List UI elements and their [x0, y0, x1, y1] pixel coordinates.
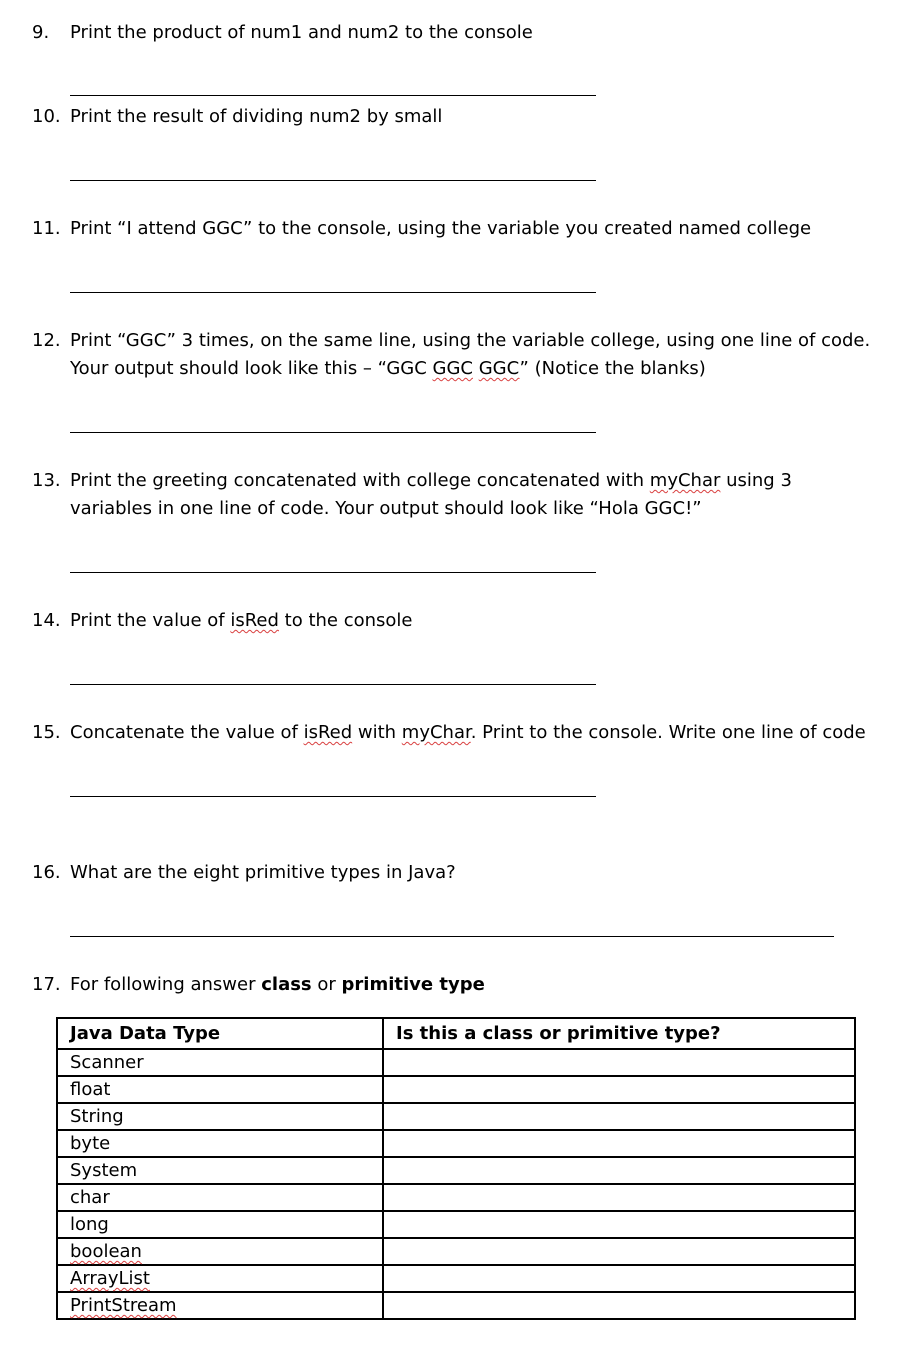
question-text: or	[311, 974, 342, 995]
question-12	[32, 327, 870, 383]
bold-term: class	[261, 974, 312, 995]
question-text: with	[352, 722, 402, 743]
answer-cell[interactable]	[383, 1238, 855, 1265]
type-cell: long	[57, 1211, 383, 1238]
spellcheck-word: PrintStream	[70, 1295, 177, 1316]
type-cell: char	[57, 1184, 383, 1211]
question-text: Print the product of num1 and num2 to the console	[70, 22, 533, 43]
type-cell: float	[57, 1076, 383, 1103]
question-14	[32, 607, 413, 635]
answer-cell[interactable]	[383, 1265, 855, 1292]
answer-line-10[interactable]	[70, 180, 596, 181]
question-text: Print the value of	[70, 610, 231, 631]
answer-cell[interactable]	[383, 1103, 855, 1130]
answer-cell[interactable]	[383, 1211, 855, 1238]
type-cell	[57, 1292, 383, 1319]
question-10	[32, 103, 442, 131]
table-row	[57, 1130, 855, 1157]
question-number: 9.	[32, 22, 50, 43]
spellcheck-word: ArrayList	[70, 1268, 150, 1289]
type-cell: System	[57, 1157, 383, 1184]
question-number: 14.	[32, 610, 61, 631]
question-text: What are the eight primitive types in Java?	[70, 862, 456, 883]
table-row	[57, 1265, 855, 1292]
question-number: 16.	[32, 862, 61, 883]
table-row	[57, 1238, 855, 1265]
question-text: . Print to the console. Write one line of code	[470, 722, 866, 743]
question-text-line-2: variables in one line of code. Your output should look like “Hola GGC!”	[70, 498, 702, 519]
question-text: Concatenate the value of	[70, 722, 304, 743]
answer-line-9[interactable]	[70, 95, 596, 96]
question-15	[32, 719, 866, 747]
spellcheck-word: myChar	[649, 470, 721, 491]
answer-cell[interactable]	[383, 1049, 855, 1076]
column-header-class-or-primitive: Is this a class or primitive type?	[383, 1018, 855, 1049]
spellcheck-word: boolean	[70, 1241, 142, 1262]
answer-line-16[interactable]	[70, 936, 834, 937]
question-text: to the console	[278, 610, 413, 631]
question-9	[32, 19, 533, 47]
table-row	[57, 1103, 855, 1130]
answer-cell[interactable]	[383, 1184, 855, 1211]
spellcheck-word: isRed	[303, 722, 353, 743]
answer-line-13[interactable]	[70, 572, 596, 573]
question-number: 12.	[32, 330, 61, 351]
question-17	[32, 971, 485, 999]
table-row	[57, 1184, 855, 1211]
answer-line-11[interactable]	[70, 292, 596, 293]
column-header-java-data-type: Java Data Type	[57, 1018, 383, 1049]
spellcheck-word: GGC	[432, 358, 473, 379]
answer-line-12[interactable]	[70, 432, 596, 433]
question-number: 13.	[32, 470, 61, 491]
type-cell: Scanner	[57, 1049, 383, 1076]
table-row	[57, 1157, 855, 1184]
question-number: 10.	[32, 106, 61, 127]
table-row	[57, 1049, 855, 1076]
question-number: 11.	[32, 218, 61, 239]
type-cell: String	[57, 1103, 383, 1130]
data-type-table	[56, 1017, 856, 1320]
question-16	[32, 859, 456, 887]
table-row	[57, 1211, 855, 1238]
question-number: 17.	[32, 974, 61, 995]
question-text: using 3	[720, 470, 792, 491]
answer-cell[interactable]	[383, 1292, 855, 1319]
spellcheck-word: isRed	[230, 610, 279, 631]
question-text: ” (Notice the blanks)	[519, 358, 706, 379]
table-row	[57, 1292, 855, 1319]
table-header-row	[57, 1018, 855, 1049]
answer-cell[interactable]	[383, 1157, 855, 1184]
spellcheck-word: GGC	[478, 358, 520, 379]
answer-cell[interactable]	[383, 1076, 855, 1103]
question-text: Print the result of dividing num2 by small	[70, 106, 443, 127]
answer-line-14[interactable]	[70, 684, 596, 685]
answer-cell[interactable]	[383, 1130, 855, 1157]
question-text: Print the greeting concatenated with college concatenated with	[70, 470, 650, 491]
question-text: Your output should look like this – “GGC	[70, 358, 433, 379]
question-11	[32, 215, 811, 243]
bold-term: primitive type	[341, 974, 485, 995]
type-cell	[57, 1238, 383, 1265]
question-text: Print “I attend GGC” to the console, using the variable you created named college	[70, 218, 812, 239]
question-number: 15.	[32, 722, 61, 743]
question-text: For following answer	[70, 974, 262, 995]
type-cell	[57, 1265, 383, 1292]
type-cell: byte	[57, 1130, 383, 1157]
question-13	[32, 467, 792, 523]
spellcheck-word: myChar	[401, 722, 471, 743]
table-row	[57, 1076, 855, 1103]
question-text-line-1: Print “GGC” 3 times, on the same line, using the variable college, using one line of code.	[70, 330, 871, 351]
answer-line-15[interactable]	[70, 796, 596, 797]
